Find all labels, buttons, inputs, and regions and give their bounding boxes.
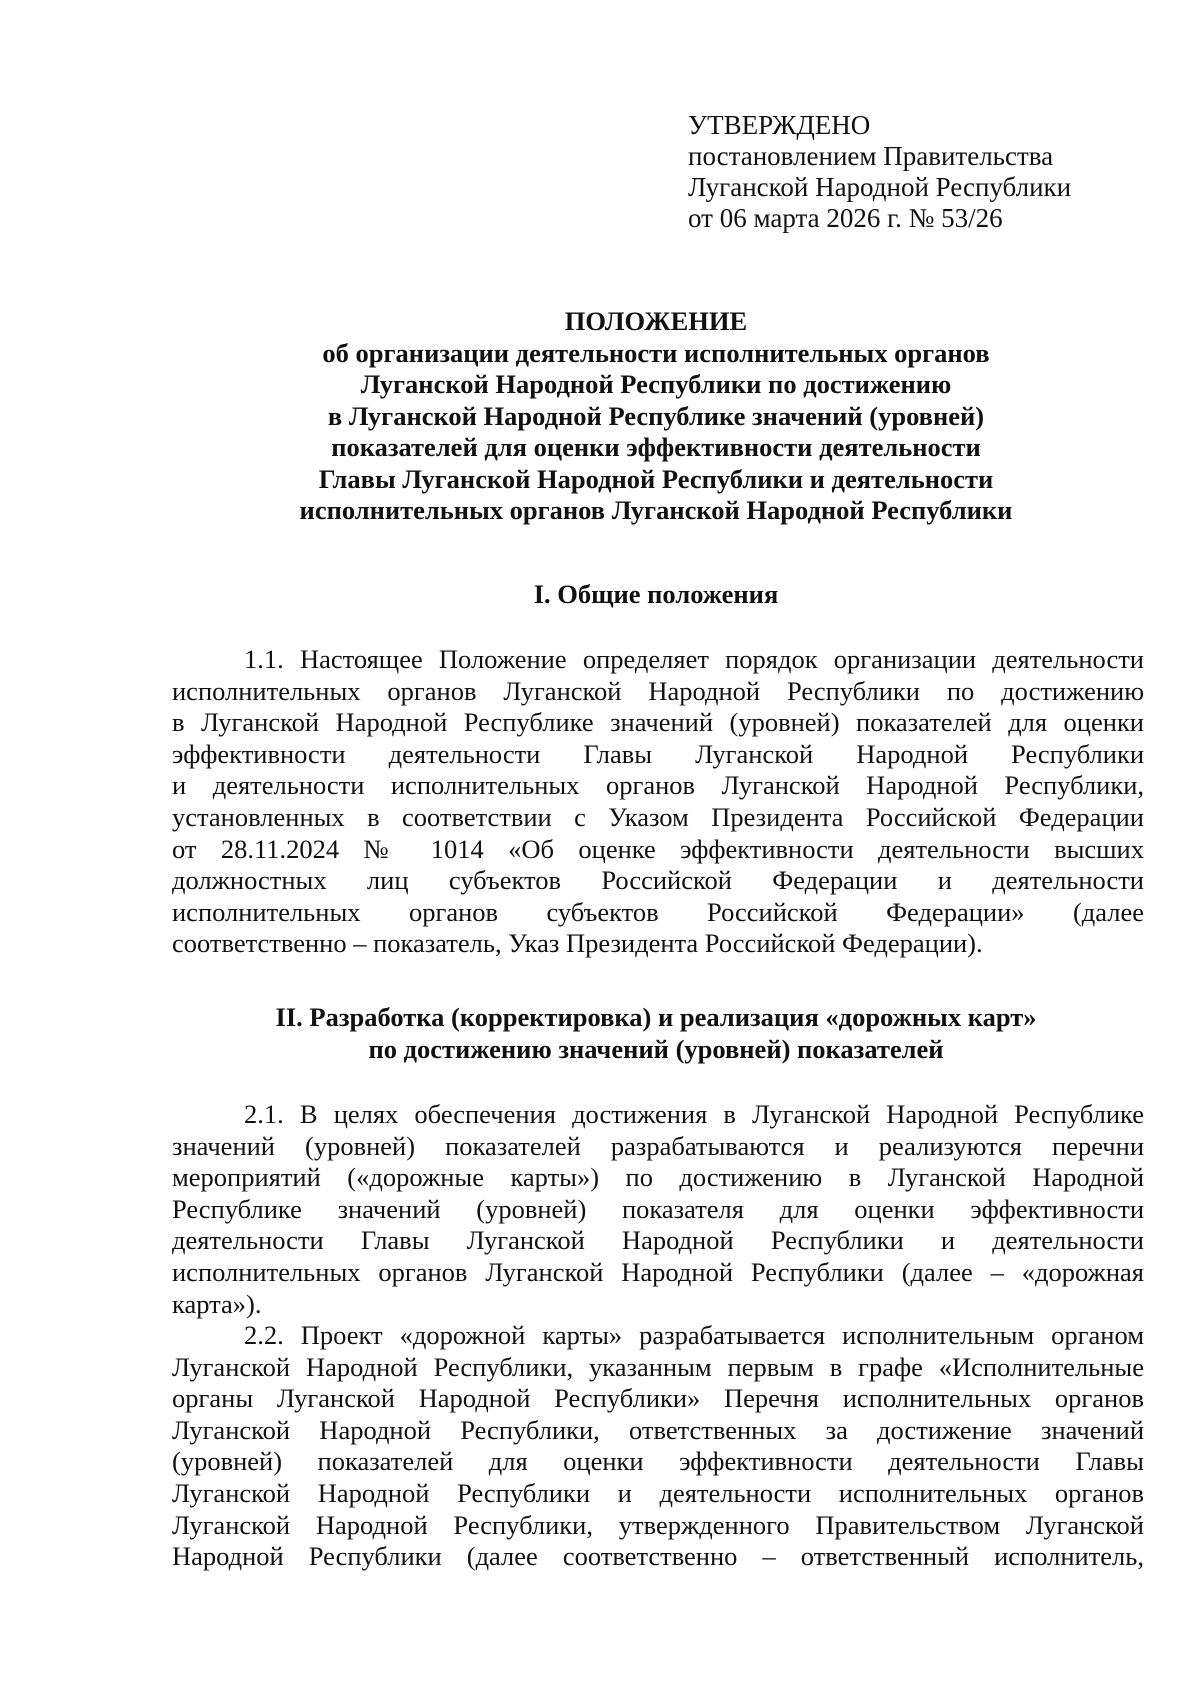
- paragraph-line: Народной Республики (далее соответственно – ответственный исполнитель,: [172, 1541, 1144, 1572]
- paragraph-line: и деятельности исполнительных органов Луганской Народной Республики,: [172, 770, 1144, 801]
- paragraph-line: 2.1. В целях обеспечения достижения в Луганской Народной Республике: [244, 1099, 1144, 1129]
- section-title-text: по достижению значений (уровней) показателей: [368, 1033, 944, 1064]
- section-1-title: [170, 579, 1142, 611]
- paragraph-line: установленных в соответствии с Указом Президента Российской Федерации: [172, 801, 1144, 832]
- paragraph-line: исполнительных органов Луганской Народной Республики по достижению: [172, 675, 1144, 706]
- paragraph-1-1: [172, 644, 1144, 960]
- paragraph-line: деятельности Главы Луганской Народной Республики и деятельности: [172, 1225, 1144, 1256]
- heading-line: в Луганской Народной Республике значений (уровней): [327, 400, 985, 431]
- paragraph-line: Луганской Народной Республики и деятельности исполнительных органов: [172, 1477, 1144, 1508]
- heading-line: об организации деятельности исполнительных органов: [322, 337, 990, 368]
- paragraph-line: Республике значений (уровней) показателя для оценки эффективности: [172, 1193, 1144, 1224]
- paragraph-line: 2.2. Проект «дорожной карты» разрабатывается исполнительным органом: [244, 1320, 1144, 1350]
- paragraph-line: Луганской Народной Республики, ответственных за достижение значений: [172, 1414, 1144, 1445]
- paragraph-line: карта»).: [172, 1288, 262, 1319]
- paragraph-2-2: [172, 1320, 1144, 1573]
- document-title: ПОЛОЖЕНИЕ: [564, 306, 748, 336]
- paragraph-line: (уровней) показателей для оценки эффективности деятельности Главы: [172, 1446, 1144, 1477]
- paragraph-line: от 28.11.2024 № 1014 «Об оценке эффективности деятельности высших: [172, 833, 1144, 864]
- paragraph-line: исполнительных органов Луганской Народной Республики (далее – «дорожная: [172, 1256, 1144, 1287]
- approval-block: [688, 110, 1071, 234]
- approval-line: Луганской Народной Республики: [688, 172, 1072, 202]
- heading-line: исполнительных органов Луганской Народной Республики: [299, 495, 1013, 525]
- paragraph-line: мероприятий («дорожные карты») по достижению в Луганской Народной: [172, 1162, 1144, 1193]
- paragraph-line: должностных лиц субъектов Российской Федерации и деятельности: [172, 865, 1144, 896]
- paragraph-line: 1.1. Настоящее Положение определяет порядок организации деятельности: [244, 644, 1144, 674]
- approval-status: УТВЕРЖДЕНО: [688, 110, 871, 140]
- heading-line: показателей для оценки эффективности деятельности: [331, 432, 981, 462]
- approval-date: от 06 марта 2026 г. № 53/26: [688, 203, 1003, 233]
- paragraph-line: Луганской Народной Республики, указанным первым в графе «Исполнительные: [172, 1351, 1144, 1382]
- paragraph-line: соответственно – показатель, Указ Президента Российской Федерации).: [172, 928, 983, 959]
- paragraph-line: Луганской Народной Республики, утвержденного Правительством Луганской: [172, 1509, 1144, 1540]
- paragraph-line: значений (уровней) показателей разрабатываются и реализуются перечни: [172, 1130, 1144, 1161]
- document-heading: [170, 306, 1142, 527]
- section-2-title: [170, 1002, 1142, 1065]
- section-title-text: I. Общие положения: [533, 579, 779, 609]
- paragraph-line: эффективности деятельности Главы Луганской Народной Республики: [172, 738, 1144, 769]
- section-title-text: II. Разработка (корректировка) и реализация «дорожных карт»: [275, 1002, 1037, 1032]
- heading-line: Главы Луганской Народной Республики и деятельности: [318, 463, 994, 494]
- paragraph-2-1: [172, 1099, 1144, 1320]
- heading-line: Луганской Народной Республики по достижению: [360, 369, 952, 399]
- paragraph-line: в Луганской Народной Республике значений (уровней) показателей для оценки: [172, 707, 1144, 738]
- paragraph-line: органы Луганской Народной Республики» Перечня исполнительных органов: [172, 1383, 1144, 1414]
- paragraph-line: исполнительных органов субъектов Российской Федерации» (далее: [172, 896, 1144, 927]
- approval-line: постановлением Правительства: [688, 141, 1054, 171]
